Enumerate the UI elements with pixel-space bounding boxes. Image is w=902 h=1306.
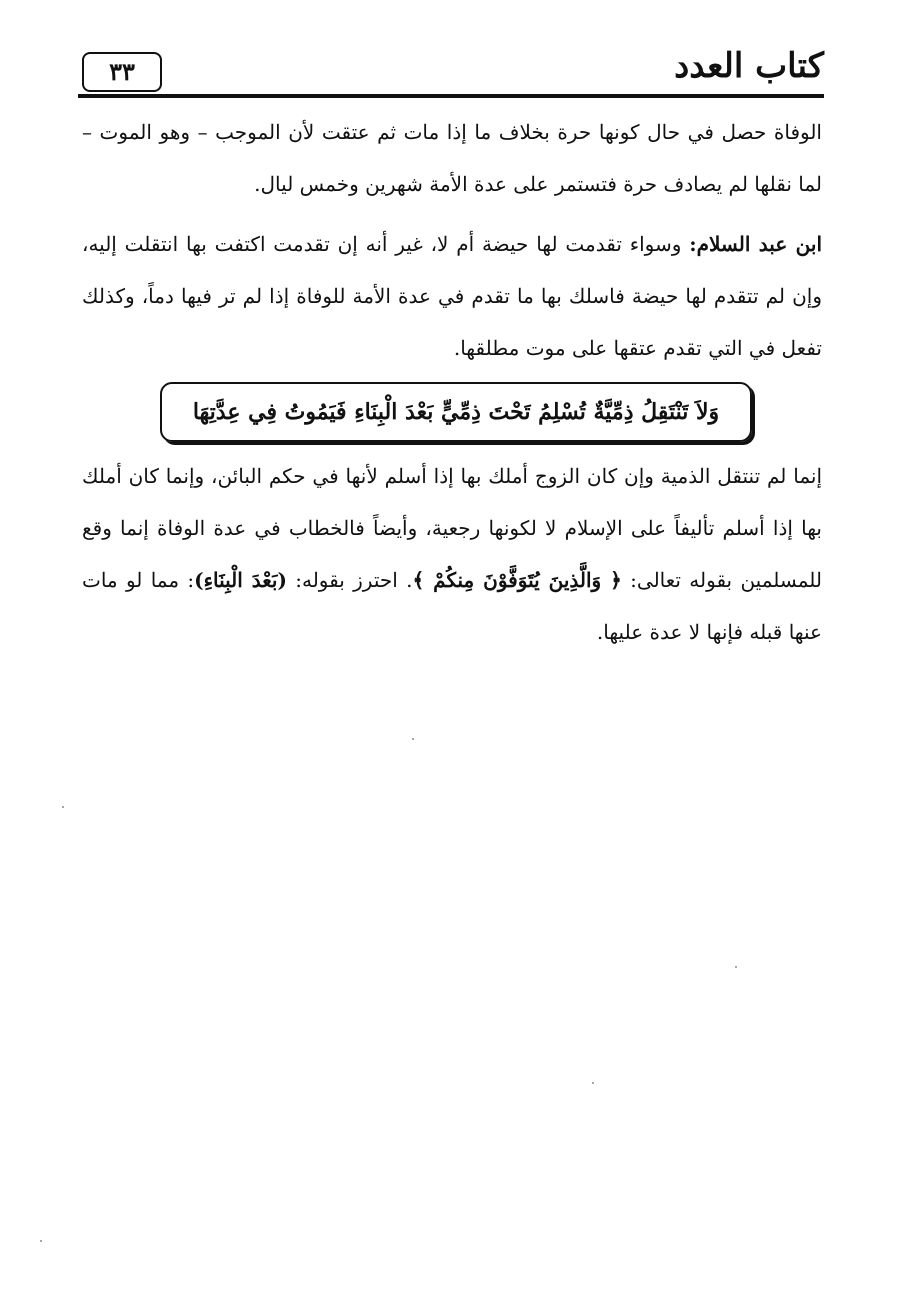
paragraph-3-text-b: . احترز بقوله:: [286, 568, 413, 592]
paragraph-1: [82, 106, 822, 210]
scan-speck: [735, 966, 737, 968]
scan-speck: [412, 738, 414, 740]
speaker-label: ابن عبد السلام:: [689, 232, 823, 256]
paragraph-2-text: وسواء تقدمت لها حيضة أم لا، غير أنه إن تقدمت اكتفت بها انتقلت إليه، وإن لم تتقدم لها حيضة فاسلك بها ما تقدم في عدة الأمة للوفاة إذا لم تر فيها دماً، وكذلك تفعل في التي تقدم عتقها على موت مطلقها.: [82, 232, 823, 360]
quran-quote: ﴿ وَالَّذِينَ يُتَوَفَّوْنَ مِنكُمْ ﴾: [412, 568, 622, 592]
scan-speck: [40, 1240, 42, 1242]
scan-speck: [62, 806, 64, 808]
header-divider: [78, 94, 824, 98]
paragraph-3: [82, 450, 822, 658]
page-number: ٣٣: [82, 52, 162, 92]
matn-text: وَلاَ تَنْتَقِلُ ذِمِّيَّةٌ تُسْلِمُ تَحْتَ ذِمِّيٍّ بَعْدَ الْبِنَاءِ فَيَمُوتُ فِي عِدَّتِهَا: [192, 399, 720, 425]
paragraph-1-text: الوفاة حصل في حال كونها حرة بخلاف ما إذا مات ثم عتقت لأن الموجب – وهو الموت – لما نقلها لم يصادف حرة فتستمر على عدة الأمة شهرين وخمس ليال.: [82, 120, 822, 196]
quoted-phrase: (بَعْدَ الْبِنَاءِ): [194, 568, 287, 592]
matn-text-box: [160, 382, 752, 442]
paragraph-2: [82, 218, 822, 374]
book-title: كتاب العدد: [674, 46, 824, 86]
scan-speck: [592, 1082, 594, 1084]
page-header: [78, 44, 824, 100]
paragraph-3-text-c: : مما لو مات عنها قبله فإنها لا عدة عليها.: [82, 568, 822, 644]
paragraph-3-text-a: إنما لم تنتقل الذمية وإن كان الزوج أملك بها إذا أسلم لأنها في حكم البائن، وإنما كان أملك بها إذا أسلم تأليفاً على الإسلام لا لكونها رجعية، وأيضاً فالخطاب في عدة الوفاة إنما وقع للمسلمين بقوله تعالى:: [82, 464, 823, 592]
